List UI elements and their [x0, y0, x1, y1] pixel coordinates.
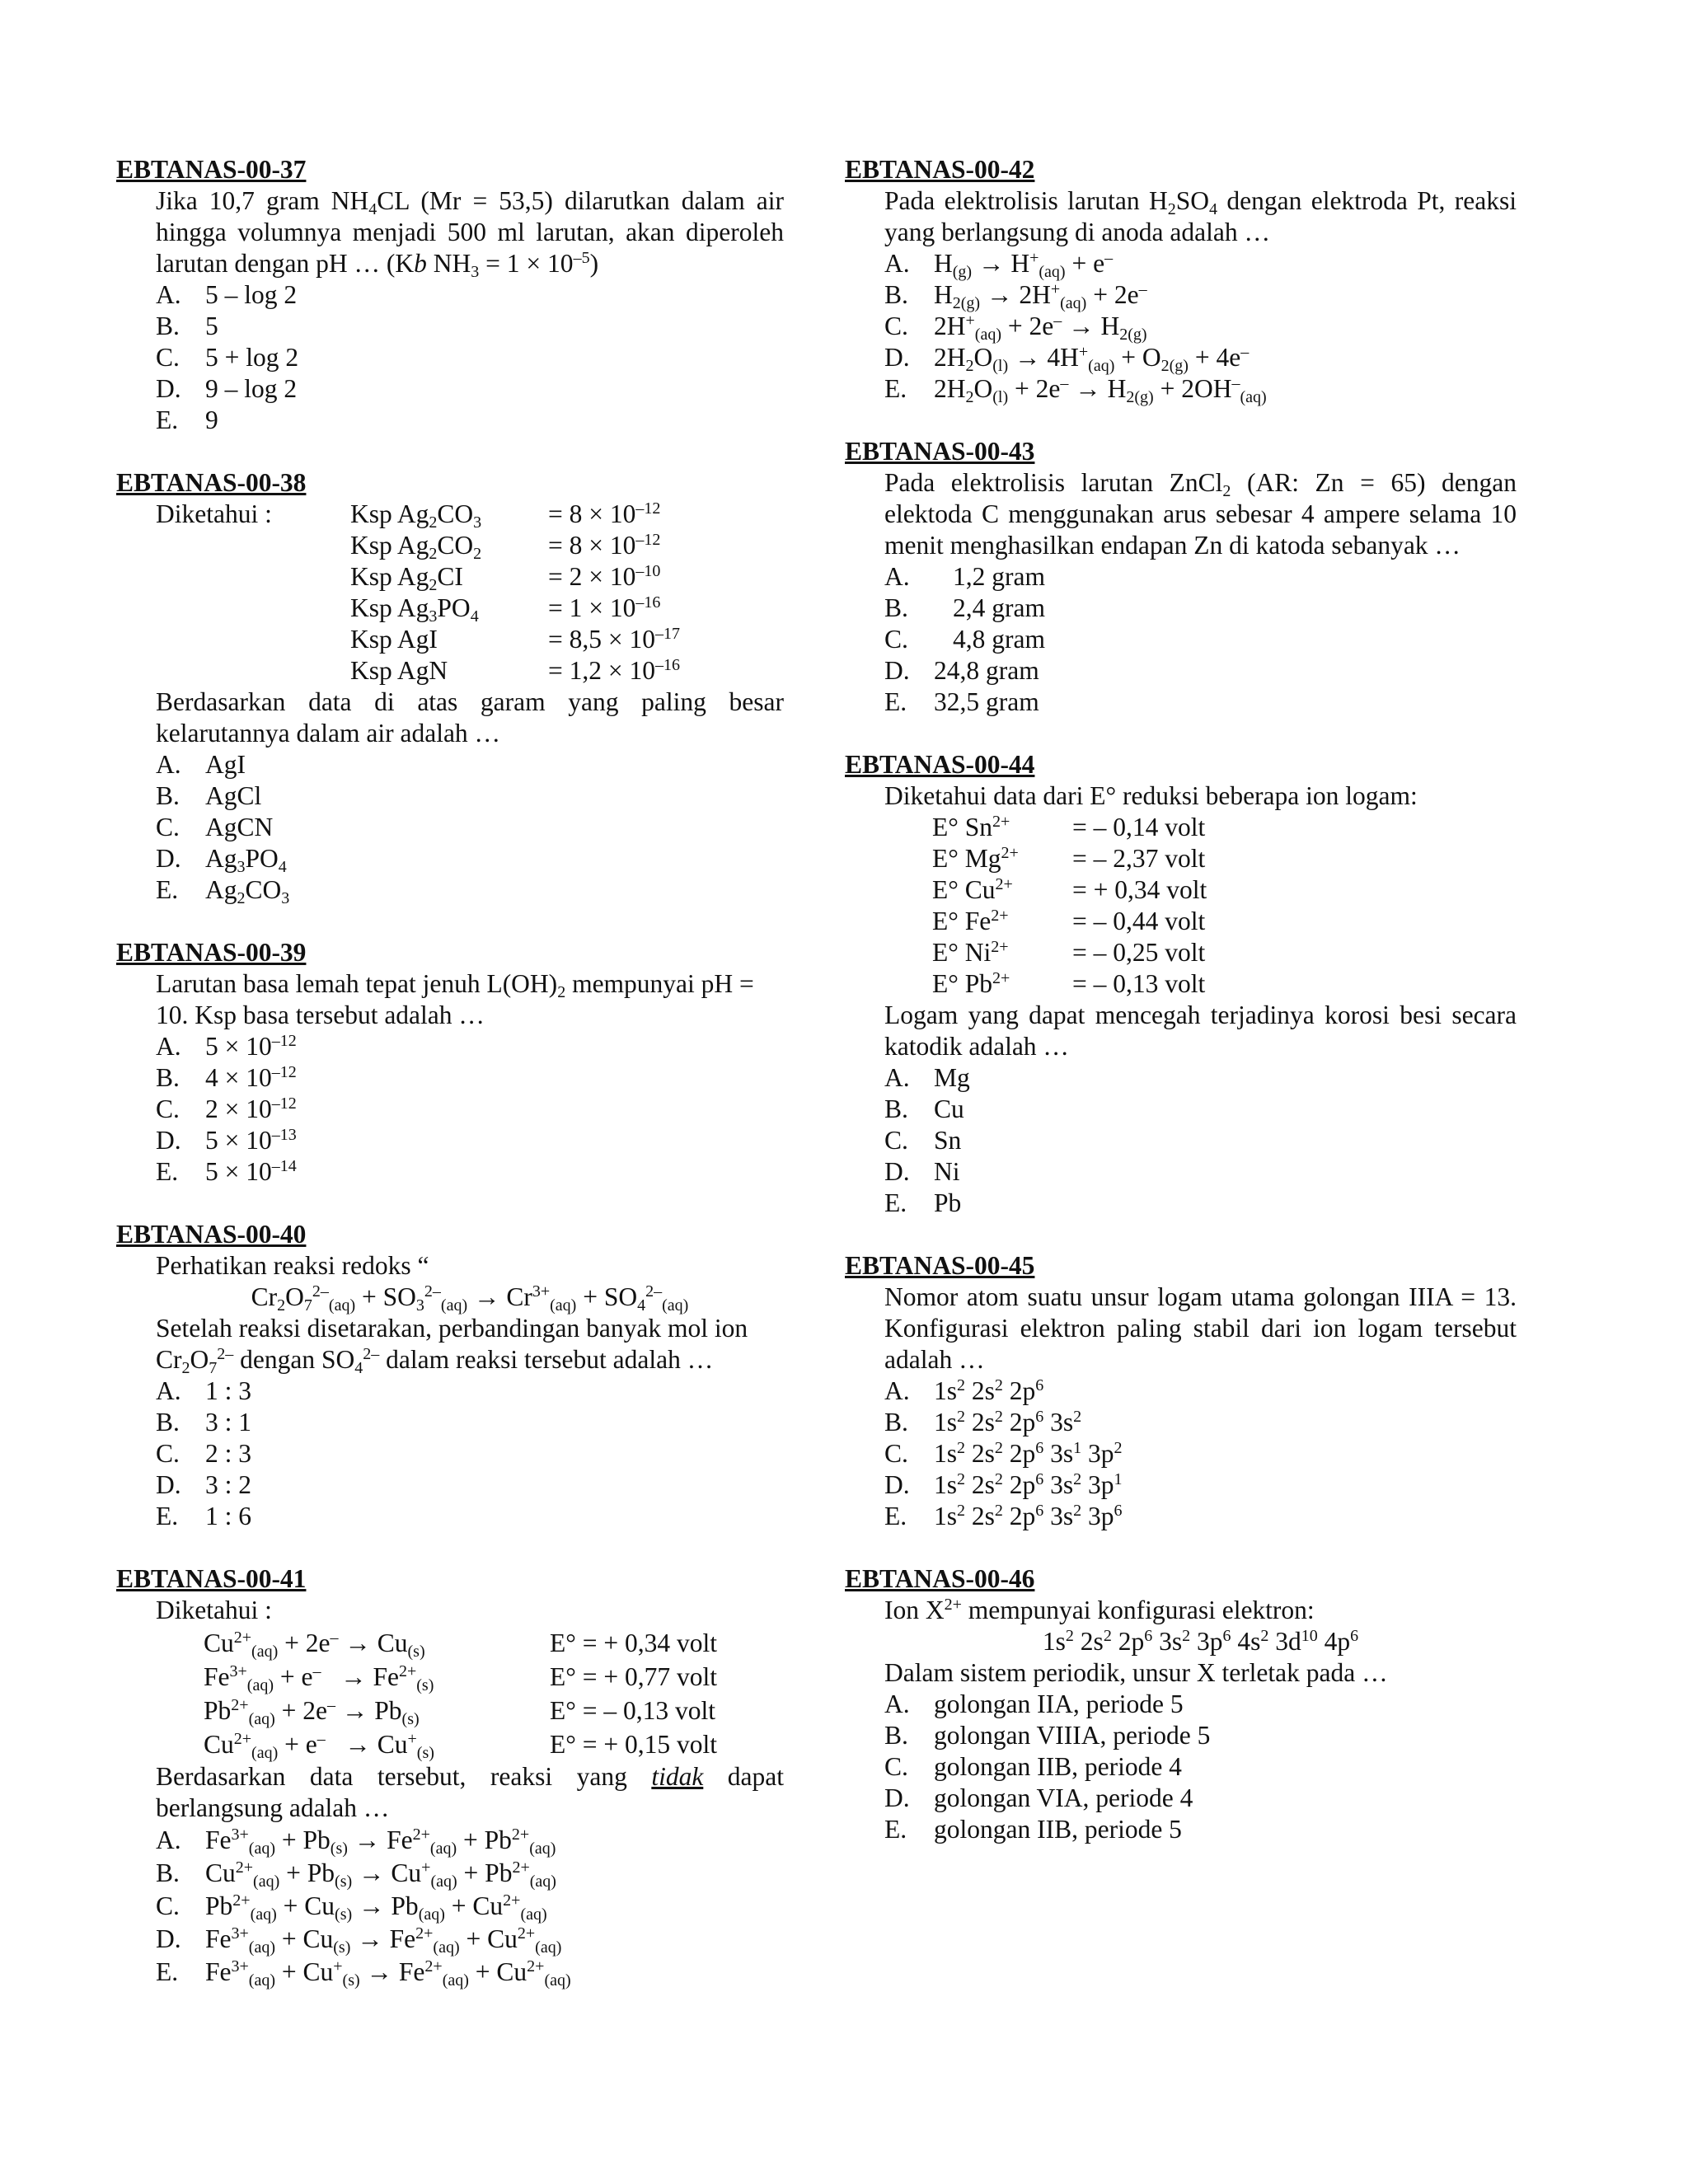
known-label: Diketahui :	[156, 1596, 272, 1624]
question-40	[116, 1219, 784, 1532]
question-title: EBTANAS-00-38	[116, 468, 307, 497]
potential-row: E° $Mg^{2+}$ = – 2,37 volt	[932, 844, 1206, 873]
potential-row: E° $Pb^{2+}$ = – 0,13 volt	[932, 969, 1206, 998]
question-stem: Berdasarkan data di atas garam yang paling besar kelarutannya dalam air adalah …	[156, 687, 784, 748]
question-stem-2: Dalam sistem periodik, unsur X terletak pada …	[884, 1658, 1388, 1687]
question-stem: Nomor atom suatu unsur logam utama golongan IIIA = 13. Konfigurasi elektron paling stabil dari ion logam tersebut adalah …	[884, 1282, 1517, 1374]
question-stem-3: $Cr_2O_7^{2-}$ dengan $SO_4^{2-}$ dalam reaksi tersebut adalah …	[156, 1345, 714, 1377]
left-column	[116, 154, 784, 2020]
option-e: E. $2H_2O_{(l)} + 2e^- \to H_{2(g)} + 2OH^-_{(aq)}$	[884, 374, 1267, 406]
question-45	[845, 1250, 1517, 1532]
option-a: A. $1s^2$ $2s^2$ $2p^6$	[884, 1376, 1044, 1405]
potential-row: E° $Fe^{2+}$ = – 0,44 volt	[932, 907, 1206, 935]
option-d: D. 9 – log 2	[156, 374, 298, 403]
option-a: A. $H_{(g)} \to H^+_{(aq)} + e^-$	[884, 249, 1114, 281]
right-column	[845, 154, 1517, 1877]
option-d: D. 24,8 gram	[884, 656, 1039, 685]
option-d: D. $Ag_3PO_4$	[156, 844, 287, 876]
option-c: C. $2 \times 10^{-12}$	[156, 1094, 297, 1123]
option-c: C. $2H^+_{(aq)} + 2e^- \to H_{2(g)}$	[884, 312, 1147, 344]
option-a: A. AgI	[156, 750, 246, 779]
option-c: C. 2 : 3	[156, 1439, 252, 1468]
ksp-row: Ksp $Ag_2CI$ = $2 \times 10^{-10}$	[350, 562, 661, 594]
question-stem: Larutan basa lemah tepat jenuh $L(OH)_2$ mempunyai pH = 10. Ksp basa tersebut adalah …	[156, 969, 754, 1029]
ksp-row: Ksp AgN = $1,2 \times 10^{-16}$	[350, 656, 681, 685]
redox-equation: $Cr_2O_7^{2-}_{(aq)} + SO_3^{2-}_{(aq)} \to Cr^{3+}_{(aq)} + SO_4^{2-}_{(aq)}$	[251, 1282, 689, 1315]
option-a: A. Mg	[884, 1063, 970, 1092]
option-d: D. 3 : 2	[156, 1470, 252, 1499]
ksp-row: Ksp $Ag_2CO_2$ = $8 \times 10^{-12}$	[350, 531, 661, 563]
question-stem: Pada elektrolisis larutan $H_2SO_4$ dengan elektroda Pt, reaksi yang berlangsung di anoda adalah …	[884, 186, 1517, 246]
option-e: E. golongan IIB, periode 5	[884, 1815, 1182, 1844]
option-a: A. 5 – log 2	[156, 280, 298, 309]
option-a: A. 1 : 3	[156, 1376, 252, 1405]
question-title: EBTANAS-00-37	[116, 155, 307, 184]
option-e: E. $5 \times 10^{-14}$	[156, 1157, 297, 1186]
option-b: B. golongan VIIIA, periode 5	[884, 1721, 1211, 1750]
question-title: EBTANAS-00-43	[845, 437, 1035, 466]
option-a: A. $Fe^{3+}_{(aq)} + Pb_{(s)} \to Fe^{2+}_{(aq)} + Pb^{2+}_{(aq)}$	[156, 1825, 556, 1858]
option-c: C. 4,8 gram	[884, 625, 1045, 654]
option-e: E. $1s^2$ $2s^2$ $2p^6$ $3s^2$ $3p^6$	[884, 1502, 1123, 1530]
potential-row: E° $Cu^{2+}$ = + 0,34 volt	[932, 875, 1207, 904]
option-c: C. golongan IIB, periode 4	[884, 1752, 1182, 1781]
question-title: EBTANAS-00-46	[845, 1564, 1035, 1593]
option-d: D. $2H_2O_{(l)} \to 4H^+_{(aq)} + O_{2(g)} + 4e^-$	[884, 343, 1250, 375]
question-stem: Pada elektrolisis larutan ZnCl$_2$ (AR: Zn = 65) dengan elektoda C menggunakan arus sebesar 4 ampere selama 10 menit menghasilkan endapan Zn di katoda sebanyak …	[884, 468, 1517, 560]
question-stem: Jika 10,7 gram $NH_4CL$ (Mr = 53,5) dilarutkan dalam air hingga volumnya menjadi 500 ml larutan, akan diperoleh larutan dengan pH … (Kb $NH_3 = 1 \times 10^{-5}$)	[156, 186, 784, 281]
option-b: B. $Cu^{2+}_{(aq)} + Pb_{(s)} \to Cu^+_{(aq)} + Pb^{2+}_{(aq)}$	[156, 1858, 556, 1891]
option-d: D. $Fe^{3+}_{(aq)} + Cu_{(s)} \to Fe^{2+}_{(aq)} + Cu^{2+}_{(aq)}$	[156, 1924, 562, 1957]
option-c: C. $Pb^{2+}_{(aq)} + Cu_{(s)} \to Pb_{(aq)} + Cu^{2+}_{(aq)}$	[156, 1891, 547, 1924]
option-d: D. $5 \times 10^{-13}$	[156, 1126, 297, 1155]
option-b: B. $H_{2(g)} \to 2H^+_{(aq)} + 2e^-$	[884, 280, 1147, 312]
question-title: EBTANAS-00-40	[116, 1220, 307, 1249]
question-stem-2: Logam yang dapat mencegah terjadinya korosi besi secara katodik adalah …	[884, 1001, 1517, 1061]
question-stem: Berdasarkan data tersebut, reaksi yang tidak dapat berlangsung adalah …	[156, 1762, 785, 1822]
question-44	[845, 749, 1517, 1219]
electron-configuration: $1s^2$ $2s^2$ $2p^6$ $3s^2$ $3p^6$ $4s^2$ $3d^{10}$ $4p^6$	[1042, 1627, 1359, 1656]
question-title: EBTANAS-00-45	[845, 1251, 1035, 1280]
question-46	[845, 1563, 1517, 1845]
question-stem-2: Setelah reaksi disetarakan, perbandingan banyak mol ion	[156, 1314, 748, 1343]
ksp-table: Diketahui : Ksp $Ag_2CO_3$ = $8 \times 10^{-12}$ Ksp $Ag_2CO_2$ = $8 \times 10^{-12}$ Ksp $Ag_2CI$ = $2 \times 10^{-10}$ Ksp $Ag_3PO_4$ = $1 \times 10^{-16}$ Ksp AgI = $8,5 \times 10^{-17}$ Ksp AgN = $1,2 \times 10^{-16}$	[156, 499, 681, 685]
option-b: B. $4 \times 10^{-12}$	[156, 1063, 297, 1092]
option-a: A. 1,2 gram	[884, 562, 1045, 591]
option-b: B. AgCl	[156, 781, 262, 810]
option-c: C. $1s^2$ $2s^2$ $2p^6$ $3s^1$ $3p^2$	[884, 1439, 1123, 1468]
question-title: EBTANAS-00-41	[116, 1564, 307, 1593]
ksp-row: Ksp $Ag_3PO_4$ = $1 \times 10^{-16}$	[350, 593, 661, 626]
option-e: E. Pb	[884, 1188, 962, 1217]
option-b: B. $1s^2$ $2s^2$ $2p^6$ $3s^2$	[884, 1408, 1082, 1436]
option-c: C. AgCN	[156, 813, 274, 841]
option-d: D. Ni	[884, 1157, 960, 1186]
option-e: E. 9	[156, 405, 218, 434]
potential-row: E° $Ni^{2+}$ = – 0,25 volt	[932, 938, 1206, 967]
half-reaction-row: $Fe^{3+}_{(aq)} + e^- \to Fe^{2+}_{(s)}$ E° = + 0,77 volt	[204, 1662, 717, 1694]
question-42	[845, 154, 1517, 405]
option-e: E. 32,5 gram	[884, 687, 1039, 716]
question-37	[116, 154, 784, 436]
ksp-row: Ksp AgI = $8,5 \times 10^{-17}$	[350, 625, 681, 654]
option-c: C. Sn	[884, 1126, 962, 1155]
option-c: C. 5 + log 2	[156, 343, 299, 372]
half-reaction-row: $Cu^{2+}_{(aq)} + 2e^- \to Cu_{(s)}$ E° = + 0,34 volt	[204, 1629, 717, 1661]
option-b: B. 2,4 gram	[884, 593, 1045, 622]
question-39	[116, 937, 784, 1188]
option-b: B. 5	[156, 312, 218, 340]
question-title: EBTANAS-00-44	[845, 750, 1035, 779]
question-stem: Perhatikan reaksi redoks “	[156, 1251, 429, 1280]
option-b: B. Cu	[884, 1094, 964, 1123]
question-stem: Diketahui data dari E° reduksi beberapa ion logam:	[884, 781, 1418, 810]
option-d: D. golongan VIA, periode 4	[884, 1783, 1193, 1812]
ksp-row: Ksp $Ag_2CO_3$ = $8 \times 10^{-12}$	[350, 499, 661, 532]
question-41	[116, 1563, 784, 1989]
question-43	[845, 436, 1517, 718]
question-title: EBTANAS-00-39	[116, 938, 307, 967]
question-38	[116, 467, 784, 906]
option-a: A. golongan IIA, periode 5	[884, 1690, 1184, 1718]
option-b: B. 3 : 1	[156, 1408, 252, 1436]
half-reaction-row: $Pb^{2+}_{(aq)} + 2e^- \to Pb_{(s)}$ E° = – 0,13 volt	[204, 1696, 715, 1728]
option-e: E. $Fe^{3+}_{(aq)} + Cu^+_{(s)} \to Fe^{2+}_{(aq)} + Cu^{2+}_{(aq)}$	[156, 1957, 571, 1990]
question-stem: Ion $X^{2+}$ mempunyai konfigurasi elektron:	[884, 1596, 1315, 1624]
option-e: E. 1 : 6	[156, 1502, 252, 1530]
option-e: E. $Ag_2CO_3$	[156, 875, 290, 907]
option-d: D. $1s^2$ $2s^2$ $2p^6$ $3s^2$ $3p^1$	[884, 1470, 1123, 1499]
option-a: A. $5 \times 10^{-12}$	[156, 1032, 297, 1061]
half-reaction-row: $Cu^{2+}_{(aq)} + e^- \to Cu^+_{(s)}$ E° = + 0,15 volt	[204, 1730, 717, 1762]
potential-row: E° $Sn^{2+}$ = – 0,14 volt	[932, 813, 1206, 841]
question-title: EBTANAS-00-42	[845, 155, 1035, 184]
